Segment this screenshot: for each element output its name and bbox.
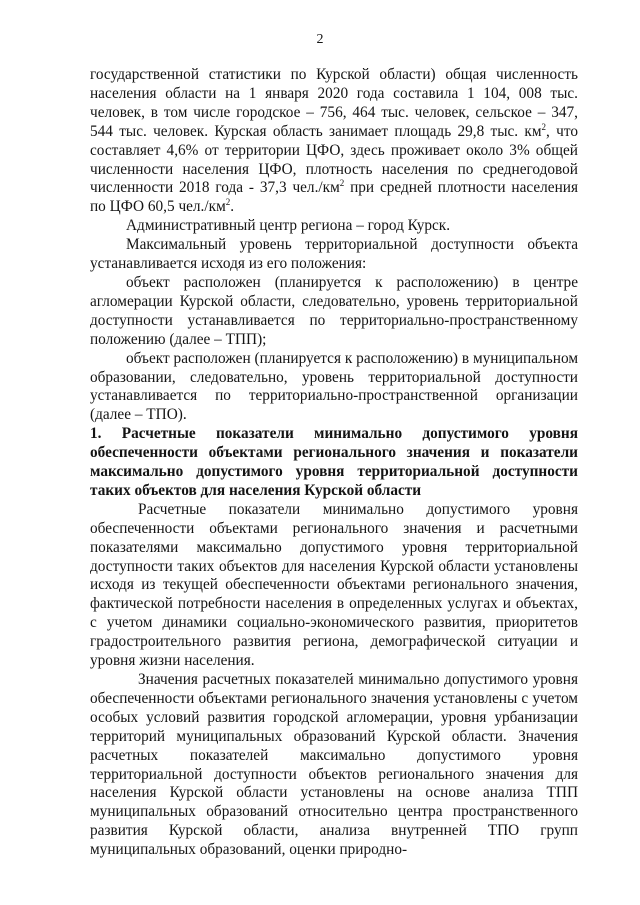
paragraph-indicators: Расчетные показатели минимально допустимого уровня обеспеченности объектами регионального значения и расчетными показателями максимально допустимого уровня территориальной доступности таких объектов для населения Курской области установлены исходя из текущей обеспеченности объектами регионального значения, фактической потребности населения в определенных услугах и объектах, с учетом динамики социально-экономического развития, приоритетов градостроительного развития региона, демографической ситуации и уровня жизни населения.: [90, 500, 578, 670]
paragraph-admin-center: Административный центр региона – город Курск.: [126, 217, 451, 235]
paragraph-population-part-d: .: [230, 198, 235, 216]
superscript-squared: 2: [225, 197, 231, 208]
paragraph-population-part-a: государственной статистики по Курской области) общая численность населения области на 1 января 2020 года составила 1 104, 008 тыс. человек, в том числе городское – 756, 464 тыс. человек, сельское – 347, 544 тыс. человек. Курская область занимает площадь 29,8 тыс. км: [90, 66, 578, 140]
paragraph-values: Значения расчетных показателей минимально допустимого уровня обеспеченности объектами регионального значения установлены с учетом особых условий развития городской агломерации, уровня урбанизации территорий муниципальных образований Курской области. Значения расчетных показателей максимально допустимого уровня территориальной доступности объектов регионального значения для населения Курской области установлены на основе анализа ТПП муниципальных образований относительно центра пространственного развития Курской области, анализа внутренней ТПО групп муниципальных образований, оценки природно-: [90, 671, 578, 859]
paragraph-population-part-b: , что составляет 4,6% от территории ЦФО, здесь проживает около 3% общей численности населения ЦФО, плотность населения по среднегодовой численности 2018 года - 37,3 чел./км: [90, 122, 578, 197]
superscript-squared: 2: [339, 178, 345, 189]
paragraph-population: [90, 66, 578, 217]
document-body: [90, 66, 578, 860]
superscript-squared: 2: [541, 121, 547, 132]
paragraph-tpp: объект расположен (планируется к расположению) в центре агломерации Курской области, следовательно, уровень территориальной доступности устанавливается по территориально-пространственному положению (далее – ТПП);: [90, 273, 578, 348]
page-number: 2: [316, 32, 324, 47]
paragraph-population-part-c: при средней плотности населения по ЦФО 60,5 чел./км: [90, 179, 578, 216]
paragraph-max-level: Максимальный уровень территориальной доступности объекта устанавливается исходя из его положения:: [90, 236, 578, 273]
section-heading: 1. Расчетные показатели минимально допустимого уровня обеспеченности объектами регионального значения и показатели максимально допустимого уровня территориальной доступности таких объектов для населения Курской области: [90, 425, 578, 499]
paragraph-tpo: объект расположен (планируется к расположению) в муниципальном образовании, следовательно, уровень территориальной доступности устанавливается по территориально-пространственной организации (далее – ТПО).: [90, 349, 578, 424]
